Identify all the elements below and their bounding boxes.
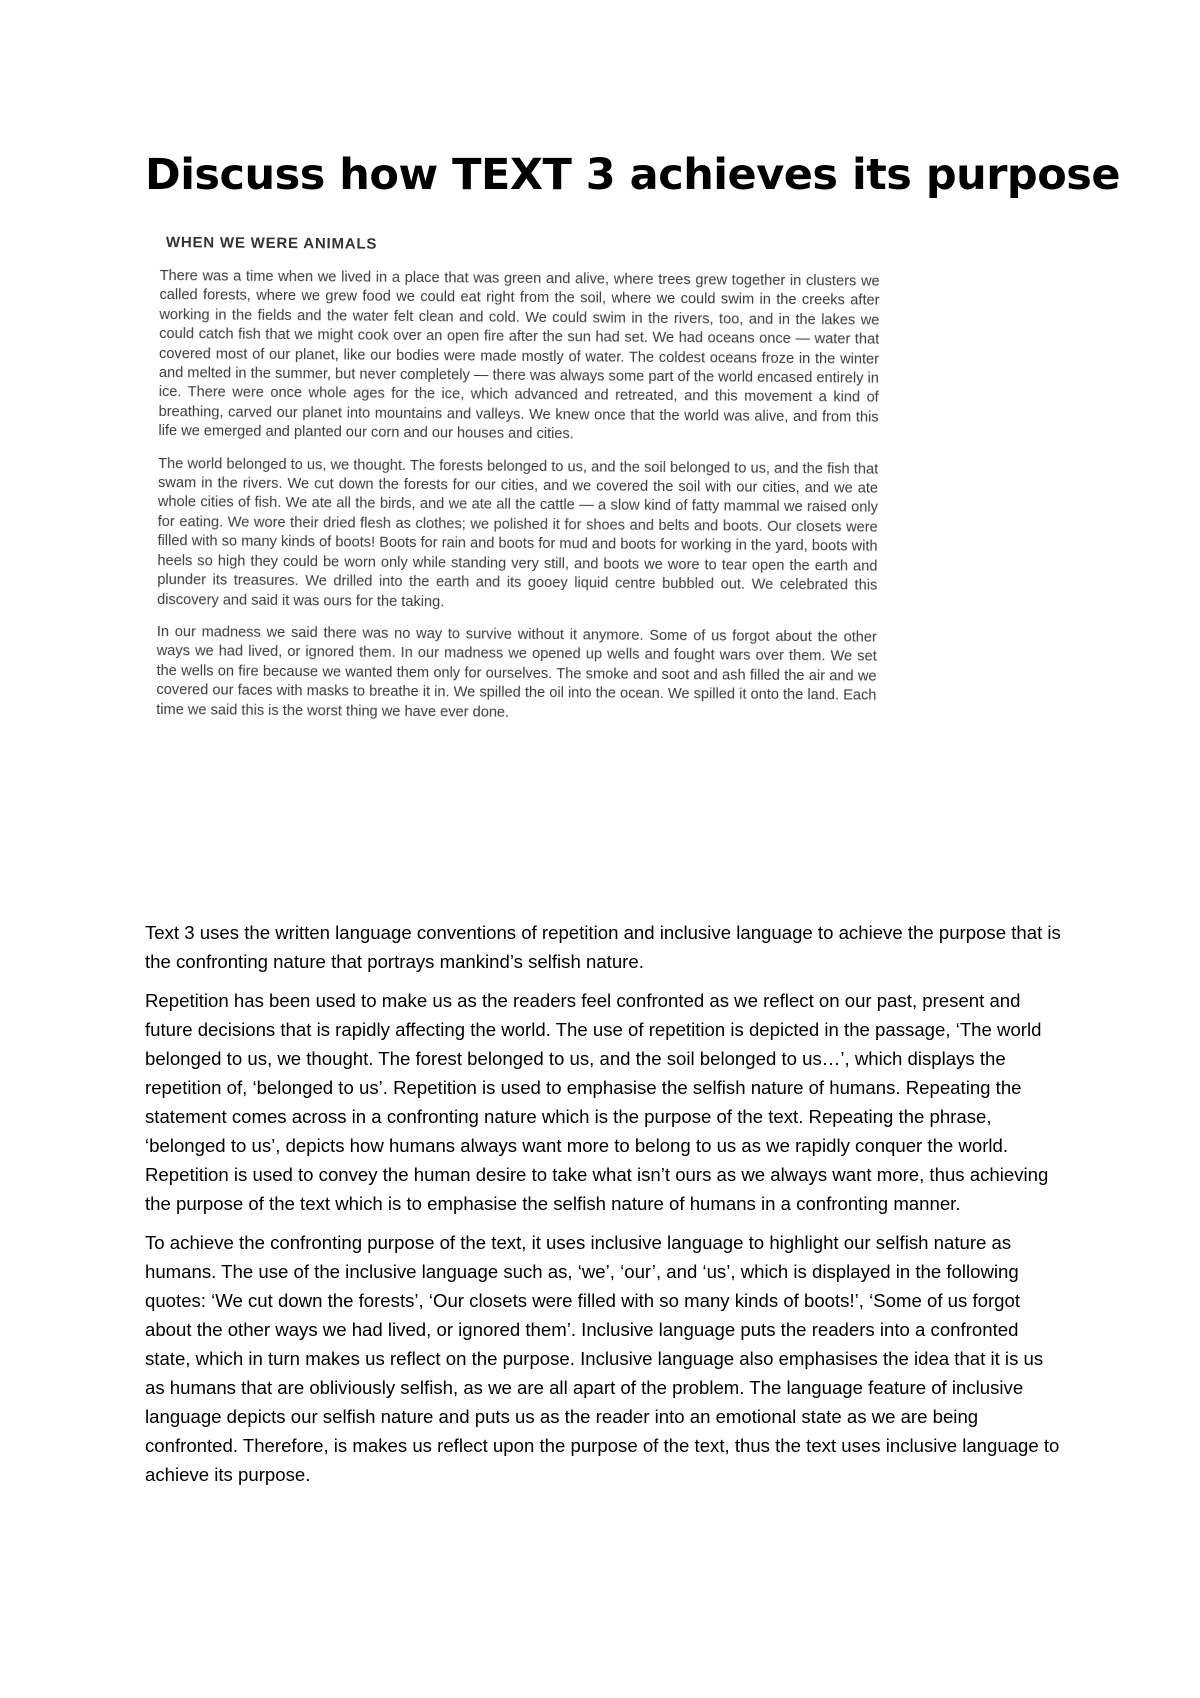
excerpt-heading: WHEN WE WERE ANIMALS <box>165 234 378 253</box>
essay-body <box>145 918 1065 1499</box>
essay-paragraph: To achieve the confronting purpose of the text, it uses inclusive language to highlight our selfish nature as humans. The use of the inclusive language such as, ‘we’, ‘our’, and ‘us’, which is displayed in the following quotes: ‘We cut down the forests’, ‘Our closets were filled with so many kinds of boots!’, ‘Some of us forgot about the other ways we had lived, or ignored them’. Inclusive language puts the readers into a confronted state, which in turn makes us reflect on the purpose. Inclusive language also emphasises the idea that it is us as humans that are obliviously selfish, as we are all apart of the problem. The language feature of inclusive language depicts our selfish nature and puts us as the reader into an emotional state as we are being confronted. Therefore, is makes us reflect upon the purpose of the text, thus the text uses inclusive language to achieve its purpose. <box>145 1232 1060 1485</box>
page-title: Discuss how TEXT 3 achieves its purpose <box>145 150 1121 200</box>
essay-paragraph: Repetition has been used to make us as the readers feel confronted as we reflect on our past, present and future decisions that is rapidly affecting the world. The use of repetition is depicted in the passage, ‘The world belonged to us, we thought. The forest belonged to us, and the soil belonged to us…’, which displays the repetition of, ‘belonged to us’. Repetition is used to emphasise the selfish nature of humans. Repeating the statement comes across in a confronting nature which is the purpose of the text. Repeating the phrase, ‘belonged to us’, depicts how humans always want more to belong to us as we rapidly conquer the world. Repetition is used to convey the human desire to take what isn’t ours as we always want more, thus achieving the purpose of the text which is to emphasise the selfish nature of humans in a confronting manner. <box>145 990 1049 1214</box>
essay-paragraph: Text 3 uses the written language conventions of repetition and inclusive language to achieve the purpose that is the confronting nature that portrays mankind’s selfish nature. <box>145 922 1061 972</box>
scanned-excerpt <box>156 234 880 739</box>
excerpt-paragraph: In our madness we said there was no way to survive without it anymore. Some of us forgot about the other ways we had lived, or ignored them. In our madness we opened up wells and fought wars over them. We set the wells on fire because we wanted them only for ourselves. The smoke and soot and ash filled the air and we covered our faces with masks to breathe it in. We spilled the oil into the ocean. We spilled it onto the land. Each time we said this is the worst thing we have ever done. <box>156 623 877 721</box>
excerpt-paragraph: The world belonged to us, we thought. The forests belonged to us, and the soil belonged to us, and the fish that swam in the rivers. We cut down the forests for our cities, and we covered the soil with our cities, and we ate whole cities of fish. We ate all the birds, and we ate all the cattle — a slow kind of fatty mammal we raised only for eating. We wore their dried flesh as clothes; we polished it for shoes and belts and boots. Our closets were filled with so many kinds of boots! Boots for rain and boots for mud and boots for working in the yard, boots with heels so high they could be worn only while standing very still, and boots we wore to tear open the earth and plunder its treasures. We drilled into the earth and its gooey liquid centre bubbled out. We celebrated this discovery and said it was ours for the taking. <box>157 455 879 610</box>
excerpt-paragraph: There was a time when we lived in a place that was green and alive, where trees grew together in clusters we called forests, where we grew food we could eat right from the soil, where we could swim in the creeks after working in the fields and the water felt clean and cold. We could swim in the rivers, too, and in the lakes we could catch fish that we might cook over an open fire after the sun had set. We had oceans once — water that covered most of our planet, like our bodies were made mostly of water. The coldest oceans froze in the winter and melted in the summer, but never completely — there was always some part of the world encased entirely in ice. There were once whole ages for the ice, which advanced and retreated, and this movement a kind of breathing, carved our planet into mountains and valleys. We knew once that the world was alive, and from this life we emerged and planted our corn and our houses and cities. <box>158 267 880 443</box>
